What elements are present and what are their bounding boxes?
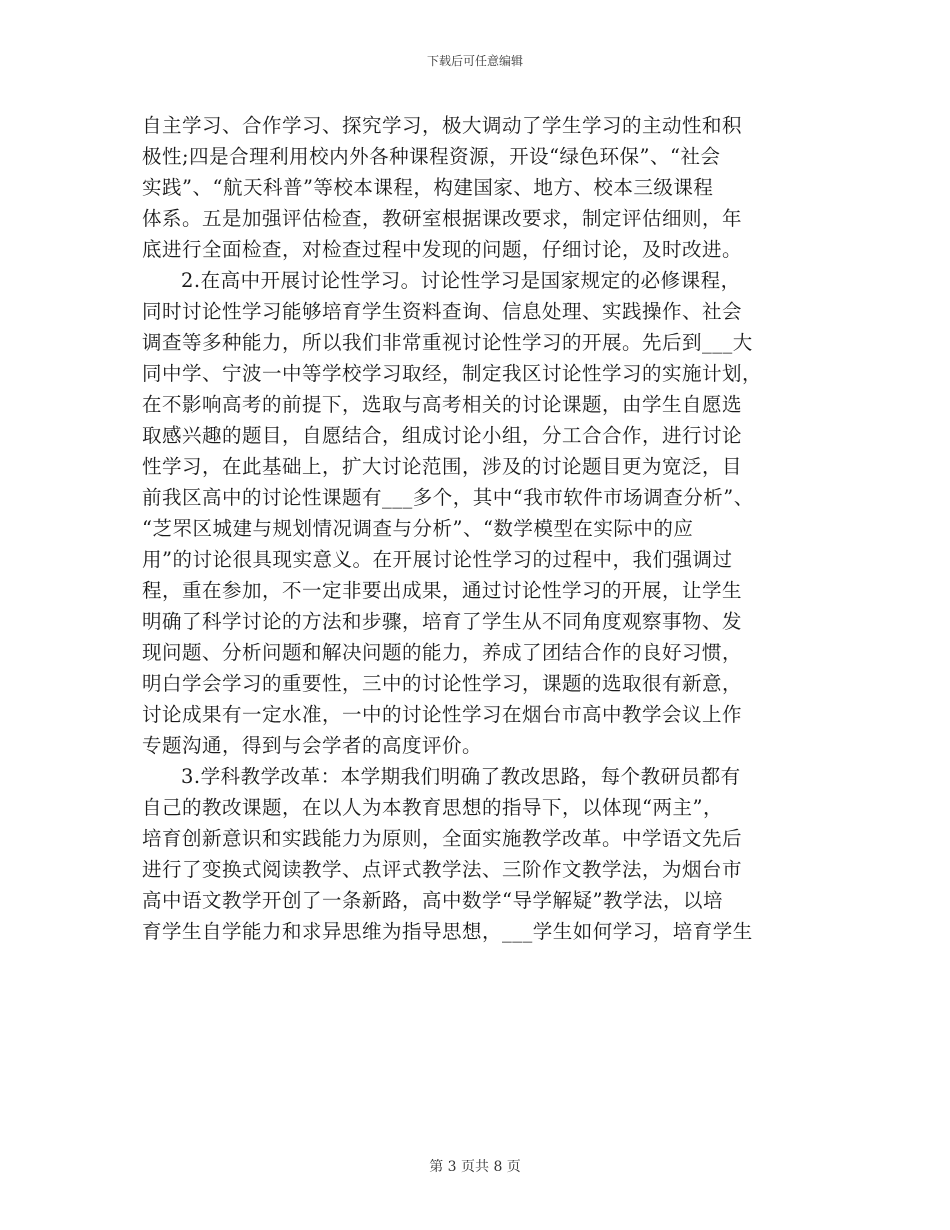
text-line: 明白学会学习的重要性，三中的讨论性学习，课题的选取很有新意， (142, 672, 743, 695)
text-line: 程，重在参加，不一定非要出成果，通过讨论性学习的开展，让学生 (142, 579, 743, 602)
text-line: 2.在高中开展讨论性学习。讨论性学习是国家规定的必修课程， (181, 269, 741, 292)
text-line: 进行了变换式阅读教学、点评式教学法、三阶作文教学法，为烟台市 (142, 858, 743, 881)
text-line: 体系。五是加强评估检查，教研室根据课改要求，制定评估细则，年 (142, 207, 743, 230)
text-line: 实践”、“航天科普”等校本课程，构建国家、地方、校本三级课程 (142, 176, 714, 199)
page-number: 第 3 页共 8 页 (429, 1159, 521, 1175)
document-body (142, 110, 812, 947)
text-line: 自己的教改课题，在以人为本教育思想的指导下，以体现“两主”， (142, 796, 723, 819)
text-line: 自主学习、合作学习、探究学习，极大调动了学生学习的主动性和积 (142, 114, 743, 137)
text-line: 用”的讨论很具现实意义。在开展讨论性学习的过程中，我们强调过 (142, 548, 733, 571)
text-line: 同中学、宁波一中等学校学习取经，制定我区讨论性学习的实施计划， (142, 362, 763, 385)
text-line: 培育创新意识和实践能力为原则，全面实施教学改革。中学语文先后 (142, 827, 743, 850)
text-line: 高中语文教学开创了一条新路，高中数学“导学解疑”教学法，以培 (142, 889, 723, 912)
text-line: 专题沟通，得到与会学者的高度评价。 (142, 734, 483, 757)
text-line: 极性;四是合理利用校内外各种课程资源，开设“绿色环保”、“社会 (142, 145, 721, 168)
text-line: 3.学科教学改革：本学期我们明确了教改思路，每个教研员都有 (181, 765, 741, 788)
text-line: 育学生自学能力和求异思维为指导思想，___学生如何学习，培育学生 (142, 920, 753, 943)
text-line: 性学习，在此基础上，扩大讨论范围，涉及的讨论题目更为宽泛，目 (142, 455, 743, 478)
text-line: 同时讨论性学习能够培育学生资料查询、信息处理、实践操作、社会 (142, 300, 743, 323)
text-line: 调查等多种能力，所以我们非常重视讨论性学习的开展。先后到___大 (142, 331, 753, 354)
text-line: 前我区高中的讨论性课题有___多个，其中“我市软件市场调查分析”、 (142, 486, 754, 509)
text-line: 现问题、分析问题和解决问题的能力，养成了团结合作的良好习惯， (142, 641, 743, 664)
text-line: 取感兴趣的题目，自愿结合，组成讨论小组，分工合合作，进行讨论 (142, 424, 743, 447)
text-line: 讨论成果有一定水准，一中的讨论性学习在烟台市高中教学会议上作 (142, 703, 743, 726)
text-line: 底进行全面检查，对检查过程中发现的问题，仔细讨论，及时改进。 (142, 238, 743, 261)
text-line: 在不影响高考的前提下，选取与高考相关的讨论课题，由学生自愿选 (142, 393, 743, 416)
text-line: 明确了科学讨论的方法和步骤，培育了学生从不同角度观察事物、发 (142, 610, 743, 633)
page-header: 下载后可任意编辑 (426, 54, 523, 68)
text-line: “芝罘区城建与规划情况调查与分析”、“数学模型在实际中的应 (142, 517, 694, 540)
